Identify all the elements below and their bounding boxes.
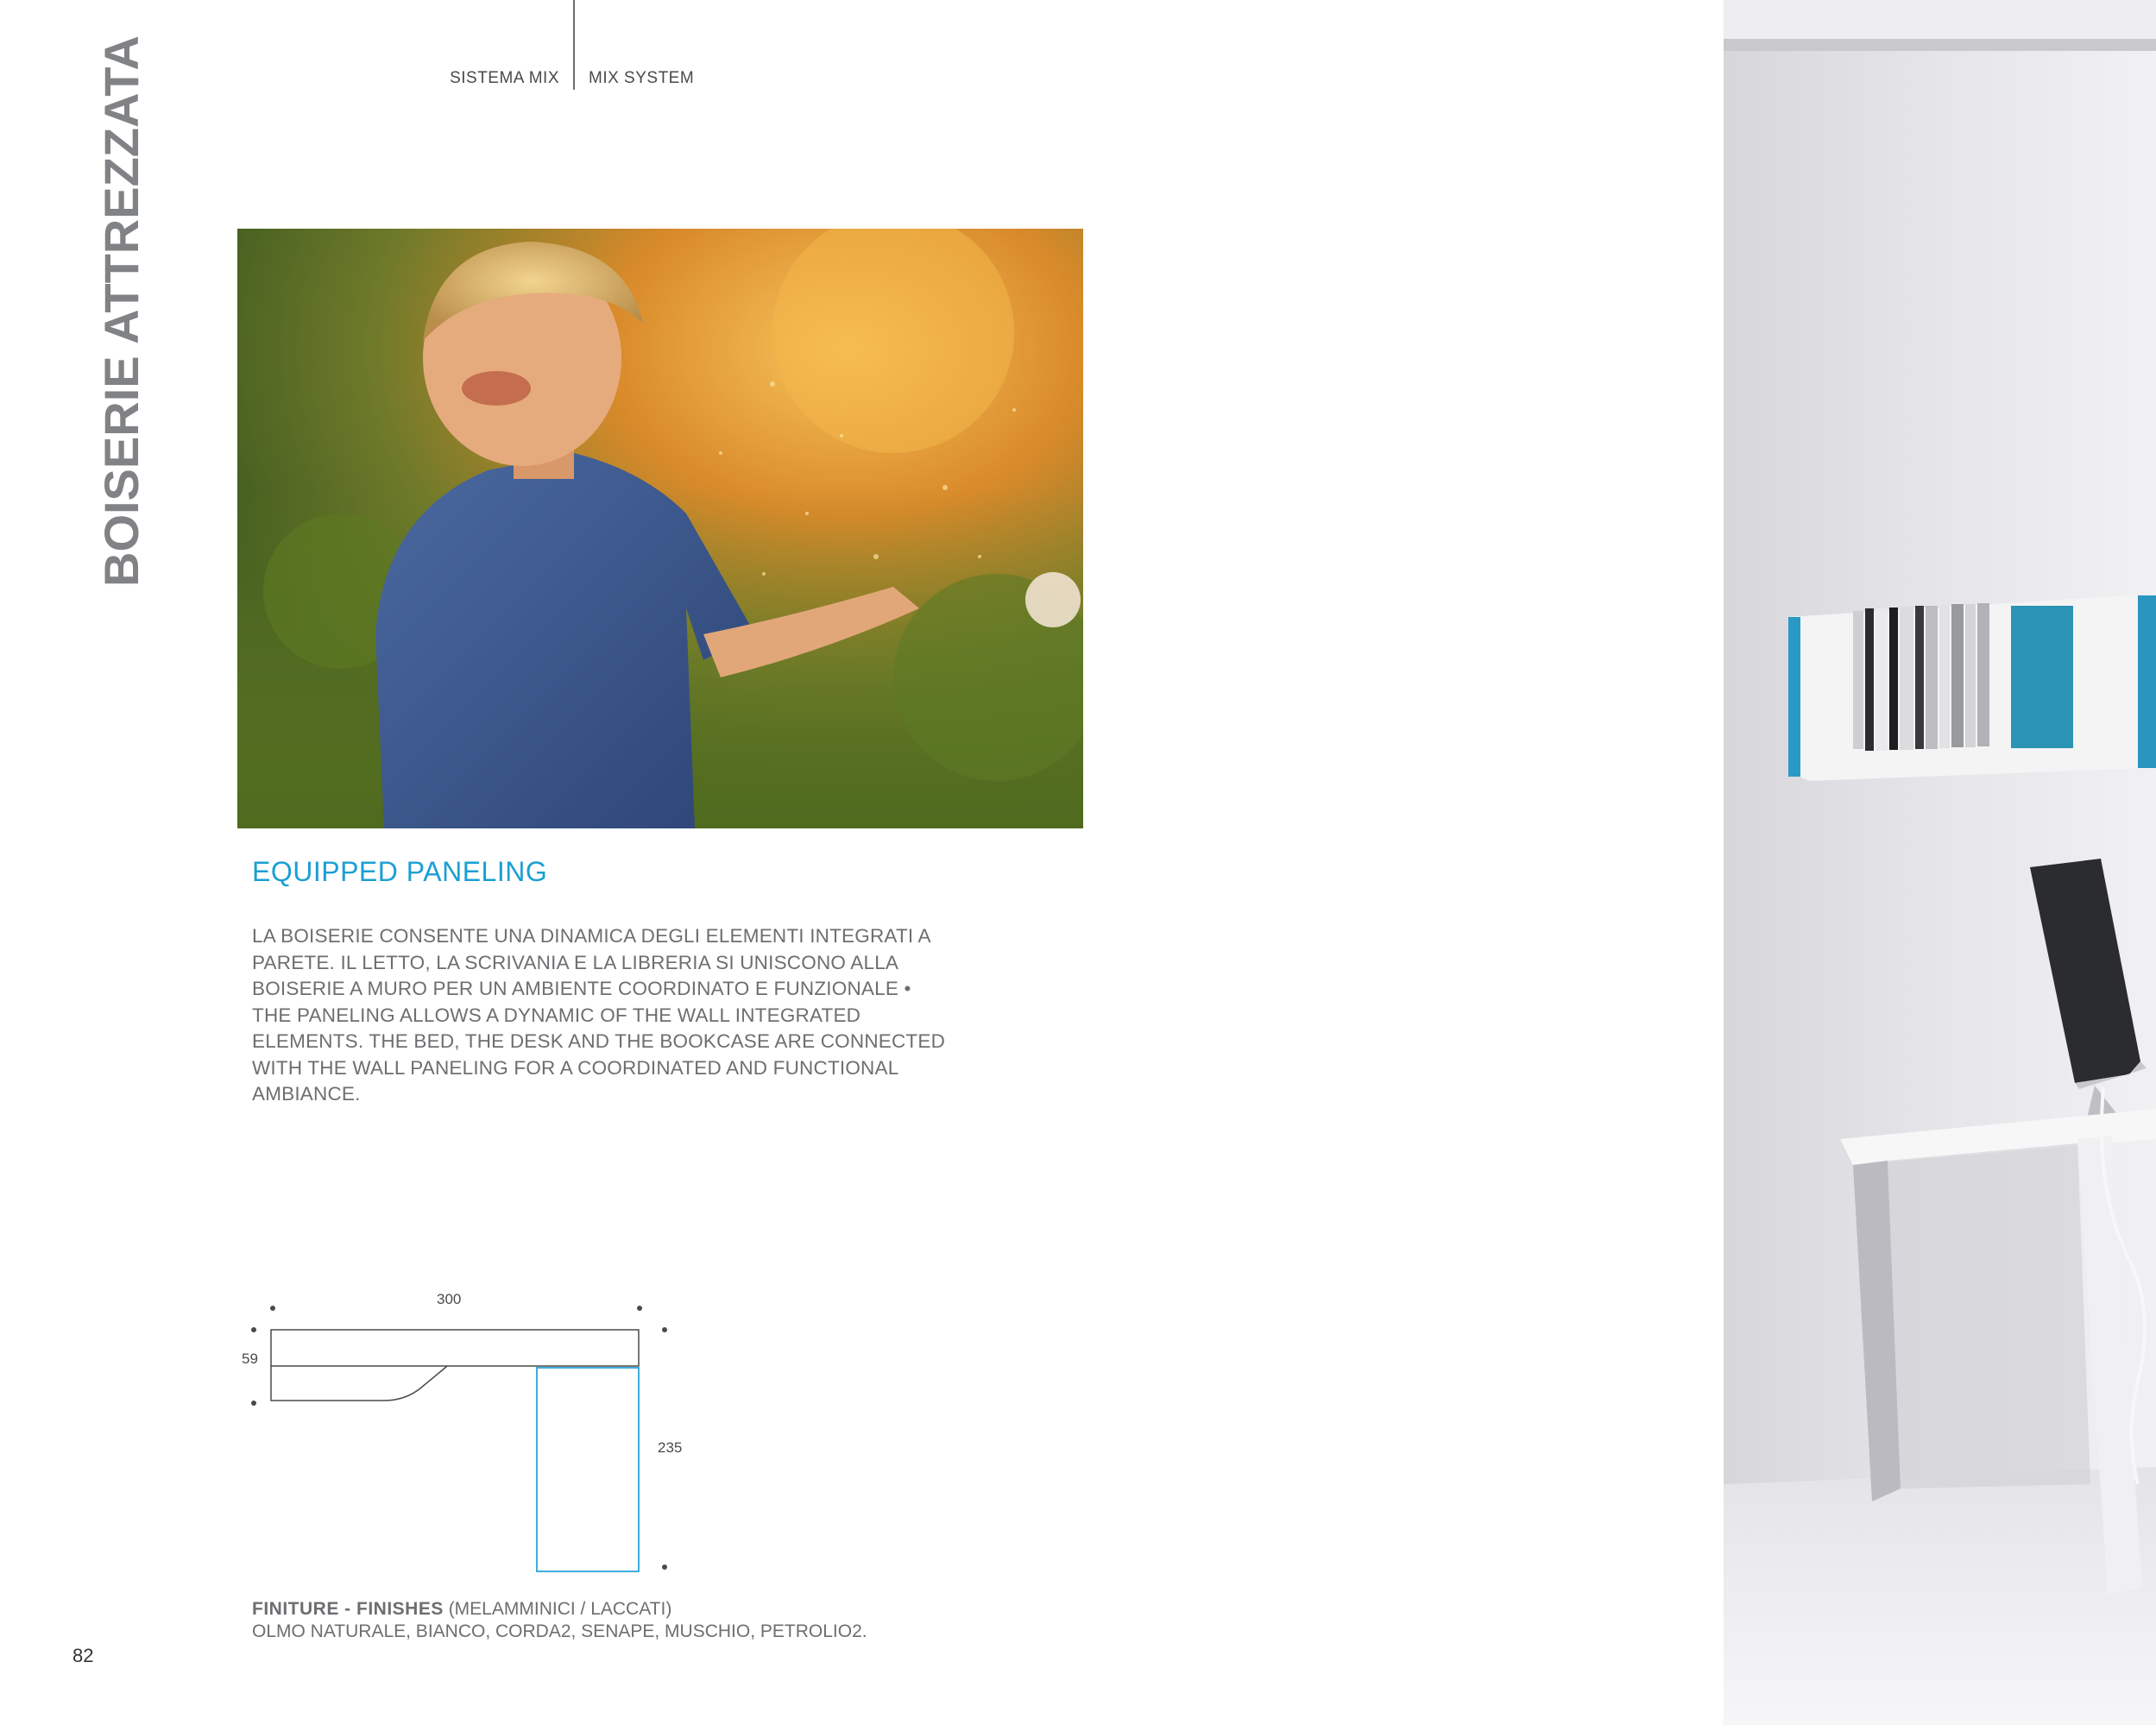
finishes-label: FINITURE - FINISHES <box>252 1599 444 1619</box>
depth-dimension: 59 <box>242 1350 258 1367</box>
room-photo <box>1724 0 2156 1725</box>
section-heading: EQUIPPED PANELING <box>252 856 548 887</box>
dimension-diagram <box>233 1277 699 1588</box>
finishes-note: (MELAMMINICI / LACCATI) <box>448 1599 672 1619</box>
description-line: BOISERIE A MURO PER UN AMBIENTE COORDINATO E FUNZIONALE • <box>252 978 911 999</box>
description-line: LA BOISERIE CONSENTE UNA DINAMICA DEGLI ELEMENTI INTEGRATI A <box>252 925 931 947</box>
header-left-label: SISTEMA MIX <box>450 69 559 87</box>
page-number: 82 <box>72 1645 94 1666</box>
length-dimension: 235 <box>658 1439 683 1456</box>
hero-photo <box>237 229 1083 828</box>
description-line: ELEMENTS. THE BED, THE DESK AND THE BOOKCASE ARE CONNECTED <box>252 1030 946 1052</box>
description-line: WITH THE WALL PANELING FOR A COORDINATED AND FUNCTIONAL <box>252 1056 899 1079</box>
vertical-page-title: BOISERIE ATTREZZATA <box>94 35 148 587</box>
description-line: THE PANELING ALLOWS A DYNAMIC OF THE WALL INTEGRATED <box>252 1004 861 1026</box>
finishes-list: OLMO NATURALE, BIANCO, CORDA2, SENAPE, MUSCHIO, PETROLIO2. <box>252 1621 867 1641</box>
header-right-label: MIX SYSTEM <box>589 69 695 87</box>
description-line: PARETE. IL LETTO, LA SCRIVANIA E LA LIBRERIA SI UNISCONO ALLA <box>252 951 899 973</box>
header-divider <box>573 0 575 90</box>
description-line: AMBIANCE. <box>252 1083 361 1105</box>
finishes-block <box>252 1598 867 1643</box>
width-dimension: 300 <box>437 1291 462 1307</box>
description-text <box>252 923 967 1108</box>
